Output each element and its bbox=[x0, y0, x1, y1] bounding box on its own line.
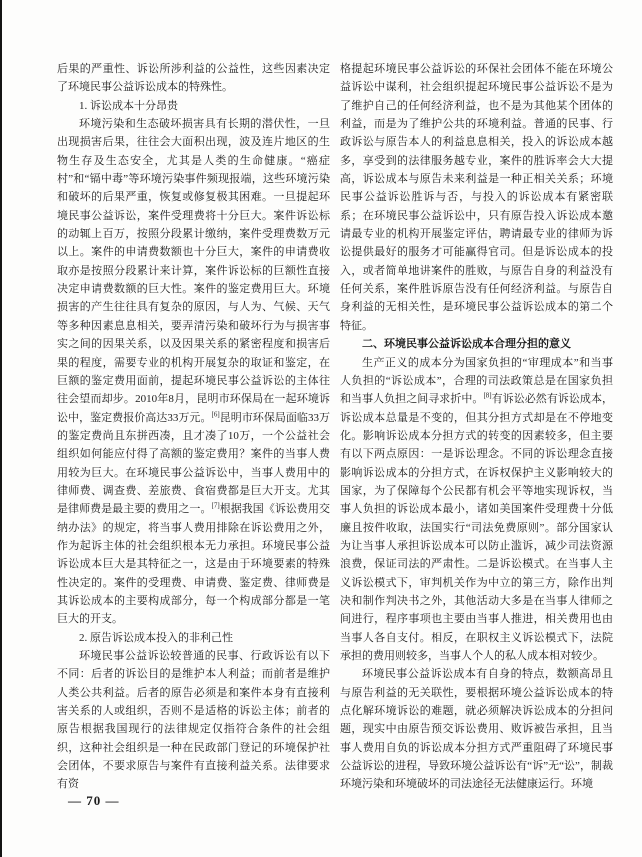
paragraph-text: 环境污染和生态破坏损害具有长期的潜伏性，一旦出现损害后果，往往会大面积出现，波及连片地区的生物生存及生态安全，尤其是人类的生命健康。“癌症村”和“镉中毒”等环境污染事件频现报端，这些环境污染和破坏的后果严重，恢复或修复极其困难。一旦提起环境民事公益诉讼，案件受理费将十分巨大。案件诉讼标的动辄上百万，按照分段累计缴纳，案件受理费数万元以上。案件的申请费数额也十分巨大，案件的申请费收取亦是按照分段累计来计算，案件诉讼标的巨额性直接决定申请费数额的巨大性。案件的鉴定费用巨大。环境损害的产生往往具有复杂的原因，与人为、气候、天气等多种因素息息相关，要弄清污染和破坏行为与损害事实之间的因果关系，以及因果关系的紧密程度和损害后果的程度，需要专业的机构开展复杂的取证和鉴定，在巨额的鉴定费用面前，提起环境民事公益诉讼的主体往往会望而却步。2010年8月，昆明市环保局在一起环境诉讼中，鉴定费报价高达33万元。 bbox=[57, 118, 330, 424]
paragraph-text: 生产正义的成本分为国家负担的“审理成本”和当事人负担的“诉讼成本”，合理的司法政策总是在国家负担和当事人负担之间寻求折中。 bbox=[340, 356, 613, 406]
page-number: — 70 — bbox=[68, 793, 120, 808]
paragraph-section2-part1: 环境民事公益诉讼较普通的民事、行政诉讼有以下不同：后者的诉讼目的是维护本人利益；而前者是维护人类公共利益。后者的原告必须是和案件本身有直接利害关系的人或组织，否则不是适格的诉讼主体；前者的原告根据我国现行的法律规定仅指符合条件的社会组织，这种社会组织是一种在民政部门登记的环境保护社会团体，不要求原告与案件有直接利益关系。法律要求有资 bbox=[57, 650, 330, 791]
paragraph-section1 bbox=[57, 115, 330, 629]
paragraph-continuation: 后果的严重性、诉讼所涉利益的公益性，这些因素决定了环境民事公益诉讼成本的特殊性。 bbox=[57, 63, 330, 94]
footnote-marker-8: [8] bbox=[483, 391, 492, 400]
page-content bbox=[57, 60, 613, 794]
paragraph-closing: 环境民事公益诉讼成本有自身的特点，数额高昂且与原告利益的无关联性，要根据环境公益诉讼成本的特点化解环境诉讼的难题，就必须解决诉讼成本的分担问题，现实中由原告预交诉讼费用、败诉被告承担，且当事人费用自负的诉讼成本分担方式严重阻碍了环境民事公益诉讼的进程，导致环境公益诉讼有“诉”无“讼”，制裁环境污染和环境破坏的司法途径无法健康运行。环境 bbox=[340, 668, 613, 791]
right-column bbox=[340, 60, 613, 794]
paragraph-text: 根据我国《诉讼费用交纳办法》的规定，将当事人费用排除在诉讼费用之外，作为起诉主体的社会组织根本无力承担。环境民事公益诉讼成本巨大是其特征之一，这是由于环境要素的特殊性决定的。案件的受理费、申请费、鉴定费、律师费是其诉讼成本的主要构成部分，每一个构成部分都是一笔巨大的开支。 bbox=[57, 503, 331, 626]
subsection-heading-2: 2. 原告诉讼成本投入的非利己性 bbox=[79, 631, 233, 644]
subsection-heading-1: 1. 诉讼成本十分昂贵 bbox=[79, 99, 178, 112]
paragraph-section2-part2: 格提起环境民事公益诉讼的环保社会团体不能在环境公益诉讼中谋利，社会组织提起环境民事公益诉讼不是为了维护自己的任何经济利益，也不是为其他某个团体的利益，而是为了维护公共的环境利益。普通的民事、行政诉讼与原告本人的利益息息相关，投入的诉讼成本越多，享受到的法律服务越专业，案件的胜诉率会大大提高，诉讼成本与原告未来利益是一种正相关关系；环境民事公益诉讼胜诉与否，与投入的诉讼成本有紧密联系；在环境民事公益诉讼中，只有原告投入诉讼成本邀请最专业的机构开展鉴定评估，聘请最专业的律师为诉讼提供最好的服务才可能赢得官司。但是诉讼成本的投入，或者简单地讲案件的胜败，与原告自身的利益没有任何关系，案件胜诉原告没有任何经济利益。与原告自身利益的无相关性，是环境民事公益诉讼成本的第二个特征。 bbox=[340, 63, 613, 332]
left-column bbox=[57, 60, 330, 794]
footnote-marker-7: [7] bbox=[211, 501, 220, 510]
paragraph-text: 昆明市环保局面临33万的鉴定费尚且东拼西凑，且才凑了10万，一个公益社会组织如何能应付得了高额的鉴定费用？案件的当事人费用较为巨大。在环境民事公益诉讼中，当事人费用中的律师费、调查费、差旅费、食宿费都是巨大开支。尤其是律师费是最主要的费用之一。 bbox=[57, 411, 331, 516]
paragraph-text: 有诉讼必然有诉讼成本，诉讼成本总量是不变的，但其分担方式却是在不停地变化。影响诉讼成本分担方式的转变的因素较多，但主要有以下两点原因：一是诉讼理念。不同的诉讼理念直接影响诉讼成本的分担方式，在诉权保护主义影响较大的国家，为了保障每个公民都有机会平等地实现诉权，当事人负担的诉讼成本最小，诸如美国案件受理费十分低廉且按件收取，法国实行“司法免费原则”。部分国家认为让当事人承担诉讼成本可以防止滥诉，减少司法资源浪费，保证司法的严肃性。二是诉讼模式。在当事人主义诉讼模式下，审判机关作为中立的第三方，除作出判决和制作判决书之外，其他活动大多是在当事人律师之间进行，程序事项也主要由当事人推进，相关费用也由当事人各自支付。相反，在职权主义诉讼模式下，法院承担的费用则较多，当事人个人的私人成本相对较少。 bbox=[340, 393, 614, 662]
footnote-marker-6: [6] bbox=[211, 409, 220, 418]
scan-edge-artifact bbox=[0, 0, 2, 857]
section-heading-2: 二、环境民事公益诉讼成本合理分担的意义 bbox=[362, 338, 571, 351]
paragraph-section3 bbox=[340, 354, 613, 666]
